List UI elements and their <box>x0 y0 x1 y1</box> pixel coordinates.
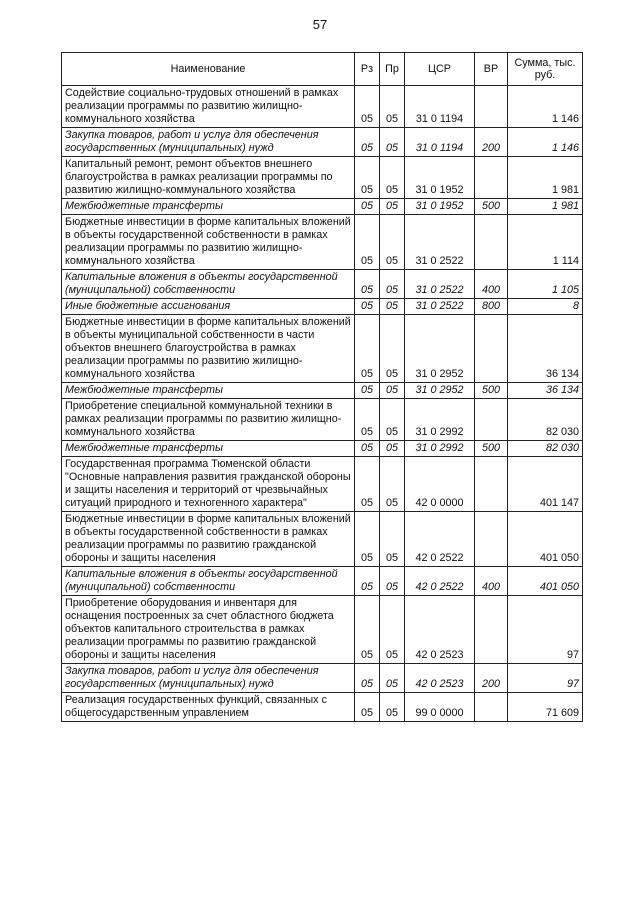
table-row <box>62 128 583 157</box>
header-name: Наименование <box>62 53 355 86</box>
row-rz: 05 <box>355 693 380 722</box>
row-pr: 05 <box>380 457 405 512</box>
table-row <box>62 567 583 596</box>
row-sum: 401 147 <box>508 457 583 512</box>
row-rz: 05 <box>355 441 380 457</box>
row-name: Капитальные вложения в объекты государственной (муниципальной) собственности <box>62 567 355 596</box>
row-csr: 31 0 1194 <box>405 86 475 128</box>
row-csr: 31 0 2992 <box>405 441 475 457</box>
table-row <box>62 596 583 664</box>
row-csr: 31 0 2522 <box>405 215 475 270</box>
row-csr: 42 0 2523 <box>405 664 475 693</box>
row-pr: 05 <box>380 299 405 315</box>
row-rz: 05 <box>355 270 380 299</box>
row-pr: 05 <box>380 664 405 693</box>
budget-table <box>61 52 583 722</box>
row-name: Бюджетные инвестиции в форме капитальных вложений в объекты государственной собственности в рамках реализации программы по развитию жилищно-коммунального хозяйства <box>62 215 355 270</box>
row-name: Закупка товаров, работ и услуг для обеспечения государственных (муниципальных) нужд <box>62 128 355 157</box>
row-name: Иные бюджетные ассигнования <box>62 299 355 315</box>
table-row <box>62 270 583 299</box>
row-vr: 800 <box>475 299 508 315</box>
row-name: Приобретение специальной коммунальной техники в рамках реализации программы по развитию жилищно-коммунального хозяйства <box>62 399 355 441</box>
table-row <box>62 299 583 315</box>
row-sum: 401 050 <box>508 567 583 596</box>
row-csr: 31 0 1194 <box>405 128 475 157</box>
row-csr: 31 0 2992 <box>405 399 475 441</box>
row-pr: 05 <box>380 86 405 128</box>
table-row <box>62 215 583 270</box>
row-rz: 05 <box>355 128 380 157</box>
row-pr: 05 <box>380 270 405 299</box>
row-pr: 05 <box>380 315 405 383</box>
row-vr: 400 <box>475 270 508 299</box>
row-rz: 05 <box>355 664 380 693</box>
table-header-row <box>62 53 583 86</box>
table-row <box>62 383 583 399</box>
row-pr: 05 <box>380 128 405 157</box>
header-rz: Рз <box>355 53 380 86</box>
row-name: Реализация государственных функций, связанных с общегосударственным управлением <box>62 693 355 722</box>
table-row <box>62 86 583 128</box>
row-sum: 1 981 <box>508 199 583 215</box>
row-pr: 05 <box>380 199 405 215</box>
row-pr: 05 <box>380 215 405 270</box>
row-csr: 42 0 0000 <box>405 457 475 512</box>
row-rz: 05 <box>355 215 380 270</box>
row-name: Государственная программа Тюменской области "Основные направления развития гражданской обороны и защиты населения и территорий от чрезвычайных ситуаций природного и техногенного характера" <box>62 457 355 512</box>
table-row <box>62 157 583 199</box>
row-vr: 500 <box>475 441 508 457</box>
table-row <box>62 693 583 722</box>
row-vr: 200 <box>475 664 508 693</box>
row-name: Бюджетные инвестиции в форме капитальных вложений в объекты государственной собственности в рамках реализации программы по развитию гражданской обороны и защиты населения <box>62 512 355 567</box>
row-vr: 500 <box>475 383 508 399</box>
row-pr: 05 <box>380 596 405 664</box>
row-csr: 31 0 2522 <box>405 299 475 315</box>
row-vr <box>475 693 508 722</box>
header-sum: Сумма, тыс. руб. <box>508 53 583 86</box>
page-number: 57 <box>312 17 328 32</box>
row-rz: 05 <box>355 596 380 664</box>
row-name: Закупка товаров, работ и услуг для обеспечения государственных (муниципальных) нужд <box>62 664 355 693</box>
row-pr: 05 <box>380 157 405 199</box>
row-vr: 500 <box>475 199 508 215</box>
row-rz: 05 <box>355 383 380 399</box>
row-vr <box>475 512 508 567</box>
row-csr: 31 0 2952 <box>405 383 475 399</box>
row-vr <box>475 157 508 199</box>
row-vr <box>475 86 508 128</box>
row-pr: 05 <box>380 441 405 457</box>
row-rz: 05 <box>355 512 380 567</box>
row-name: Капитальные вложения в объекты государственной (муниципальной) собственности <box>62 270 355 299</box>
row-vr: 200 <box>475 128 508 157</box>
row-rz: 05 <box>355 567 380 596</box>
row-csr: 42 0 2522 <box>405 512 475 567</box>
row-vr <box>475 399 508 441</box>
row-rz: 05 <box>355 299 380 315</box>
row-rz: 05 <box>355 86 380 128</box>
row-pr: 05 <box>380 383 405 399</box>
header-pr: Пр <box>380 53 405 86</box>
table-row <box>62 315 583 383</box>
row-csr: 42 0 2523 <box>405 596 475 664</box>
row-rz: 05 <box>355 315 380 383</box>
row-pr: 05 <box>380 512 405 567</box>
header-vr: ВР <box>475 53 508 86</box>
table-row <box>62 199 583 215</box>
row-vr <box>475 215 508 270</box>
row-pr: 05 <box>380 399 405 441</box>
row-name: Капитальный ремонт, ремонт объектов внешнего благоустройства в рамках реализации программы по развитию жилищно-коммунального хозяйства <box>62 157 355 199</box>
row-csr: 42 0 2522 <box>405 567 475 596</box>
row-sum: 36 134 <box>508 315 583 383</box>
row-vr <box>475 457 508 512</box>
row-sum: 1 981 <box>508 157 583 199</box>
row-pr: 05 <box>380 567 405 596</box>
header-csr: ЦСР <box>405 53 475 86</box>
row-sum: 82 030 <box>508 441 583 457</box>
row-sum: 401 050 <box>508 512 583 567</box>
row-csr: 99 0 0000 <box>405 693 475 722</box>
row-sum: 97 <box>508 596 583 664</box>
table-row <box>62 512 583 567</box>
row-vr <box>475 315 508 383</box>
row-csr: 31 0 1952 <box>405 199 475 215</box>
row-sum: 82 030 <box>508 399 583 441</box>
row-sum: 1 105 <box>508 270 583 299</box>
row-name: Содействие социально-трудовых отношений в рамках реализации программы по развитию жилищно-коммунального хозяйства <box>62 86 355 128</box>
row-name: Межбюджетные трансферты <box>62 441 355 457</box>
row-name: Межбюджетные трансферты <box>62 383 355 399</box>
row-sum: 1 146 <box>508 128 583 157</box>
row-sum: 1 146 <box>508 86 583 128</box>
row-rz: 05 <box>355 457 380 512</box>
row-csr: 31 0 1952 <box>405 157 475 199</box>
row-sum: 97 <box>508 664 583 693</box>
row-rz: 05 <box>355 157 380 199</box>
row-rz: 05 <box>355 199 380 215</box>
row-pr: 05 <box>380 693 405 722</box>
row-name: Межбюджетные трансферты <box>62 199 355 215</box>
row-vr <box>475 596 508 664</box>
row-sum: 71 609 <box>508 693 583 722</box>
table-row <box>62 441 583 457</box>
row-csr: 31 0 2522 <box>405 270 475 299</box>
row-sum: 8 <box>508 299 583 315</box>
row-csr: 31 0 2952 <box>405 315 475 383</box>
row-vr: 400 <box>475 567 508 596</box>
table-row <box>62 457 583 512</box>
table-row <box>62 399 583 441</box>
row-sum: 36 134 <box>508 383 583 399</box>
row-sum: 1 114 <box>508 215 583 270</box>
row-rz: 05 <box>355 399 380 441</box>
table-row <box>62 664 583 693</box>
row-name: Бюджетные инвестиции в форме капитальных вложений в объекты муниципальной собственности в части объектов внешнего благоустройства в рамках реализации программы по развитию жилищно-коммунального хозяйства <box>62 315 355 383</box>
row-name: Приобретение оборудования и инвентаря для оснащения построенных за счет областного бюджета объектов капитального строительства в рамках реализации программы по развитию гражданской обороны и защиты населения <box>62 596 355 664</box>
